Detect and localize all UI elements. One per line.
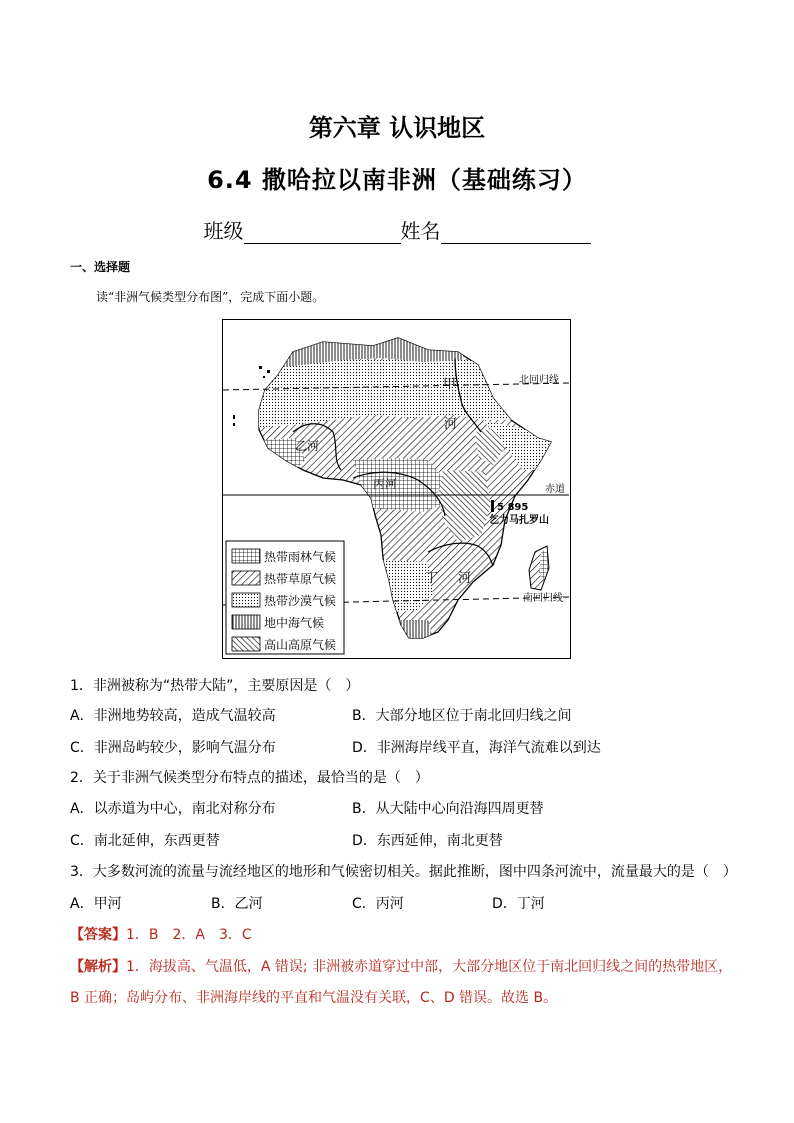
name-label: 姓名 xyxy=(400,219,441,243)
label-ding: 丁 xyxy=(425,571,439,586)
analysis-line-1 xyxy=(70,956,732,976)
question-3-option-b[interactable]: B．乙河 xyxy=(211,896,263,912)
question-2-option-d[interactable]: D．东西延伸，南北更替 xyxy=(352,833,503,849)
label-peak-height: 5 895 xyxy=(497,502,529,513)
label-bing-river: 丙河 xyxy=(373,477,398,491)
question-2-option-a[interactable]: A．以赤道为中心，南北对称分布 xyxy=(70,801,276,817)
legend-swatch-highland xyxy=(232,637,260,651)
peak-marker-icon xyxy=(491,500,494,512)
question-1-option-c[interactable]: C．非洲岛屿较少，影响气温分布 xyxy=(70,740,276,756)
label-he2: 河 xyxy=(458,571,472,586)
class-label: 班级 xyxy=(203,219,244,243)
legend-label-desert: 热带沙漠气候 xyxy=(264,594,337,608)
question-2-option-b[interactable]: B．从大陆中心向沿海四周更替 xyxy=(352,801,544,817)
answer-text: 1．B 2．A 3．C xyxy=(126,927,252,943)
label-north-tropic: 北回归线 xyxy=(519,375,559,386)
legend-swatch-rainforest xyxy=(232,549,260,563)
analysis-label: 【解析】 xyxy=(70,959,126,975)
section-title: 一、选择题 xyxy=(70,260,131,274)
answer-line xyxy=(70,924,252,944)
label-jia: 甲 xyxy=(443,377,457,392)
legend-swatch-desert xyxy=(232,593,260,607)
island xyxy=(263,376,265,378)
map-svg xyxy=(223,320,569,657)
legend-swatch-mediterranean xyxy=(232,615,260,629)
intro-text: 读“非洲气候类型分布图”，完成下面小题。 xyxy=(96,290,325,304)
label-south-tropic: 南回归线 xyxy=(523,593,563,604)
legend-label-savanna: 热带草原气候 xyxy=(264,572,337,586)
lesson-title: 6.4 撒哈拉以南非洲（基础练习） xyxy=(207,166,587,194)
legend-label-mediterranean: 地中海气候 xyxy=(264,616,325,630)
question-1-option-d[interactable]: D．非洲海岸线平直，海洋气流难以到达 xyxy=(352,740,601,756)
analysis-text-1: 1．海拔高、气温低，A 错误; 非洲被赤道穿过中部，大部分地区位于南北回归线之间的热带地区， xyxy=(126,959,733,975)
answer-label: 【答案】 xyxy=(70,927,126,943)
question-3-option-d[interactable]: D．丁河 xyxy=(492,896,545,912)
question-3-stem: 3．大多数河流的流量与流经地区的地形和气候密切相关。据此推断，图中四条河流中，流量最大的是（ ） xyxy=(70,864,737,880)
legend-label-rainforest: 热带雨林气候 xyxy=(264,550,337,564)
question-1-stem: 1．非洲被称为“热带大陆”，主要原因是（ ） xyxy=(70,678,360,694)
class-name-line xyxy=(0,215,794,244)
name-blank[interactable] xyxy=(441,221,591,244)
question-2-option-c[interactable]: C．南北延伸，东西更替 xyxy=(70,833,220,849)
question-1-option-a[interactable]: A．非洲地势较高，造成气温较高 xyxy=(70,708,276,724)
question-1-option-b[interactable]: B．大部分地区位于南北回归线之间 xyxy=(352,708,572,724)
question-3-option-a[interactable]: A．甲河 xyxy=(70,896,122,912)
label-peak-name: 乞力马扎罗山 xyxy=(489,515,549,526)
label-yi-river: 乙河 xyxy=(295,439,320,453)
chapter-title: 第六章 认识地区 xyxy=(308,114,486,142)
label-equator: 赤道 xyxy=(545,484,565,495)
island xyxy=(259,366,262,369)
question-2-stem: 2．关于非洲气候类型分布特点的描述，最恰当的是（ ） xyxy=(70,770,429,786)
island xyxy=(233,423,235,426)
island xyxy=(267,370,270,373)
island xyxy=(233,415,235,419)
africa-climate-map xyxy=(222,319,571,659)
label-he1: 河 xyxy=(444,417,458,432)
congo-rainforest-zone xyxy=(353,458,443,512)
map-legend xyxy=(226,541,344,654)
legend-swatch-savanna xyxy=(232,571,260,585)
question-3-option-c[interactable]: C．丙河 xyxy=(352,896,404,912)
legend-label-highland: 高山高原气候 xyxy=(264,638,337,652)
class-blank[interactable] xyxy=(244,221,401,244)
analysis-line-2: B 正确；岛屿分布、非洲海岸线的平直和气温没有关联，C、D 错误。故选 B。 xyxy=(70,990,558,1006)
